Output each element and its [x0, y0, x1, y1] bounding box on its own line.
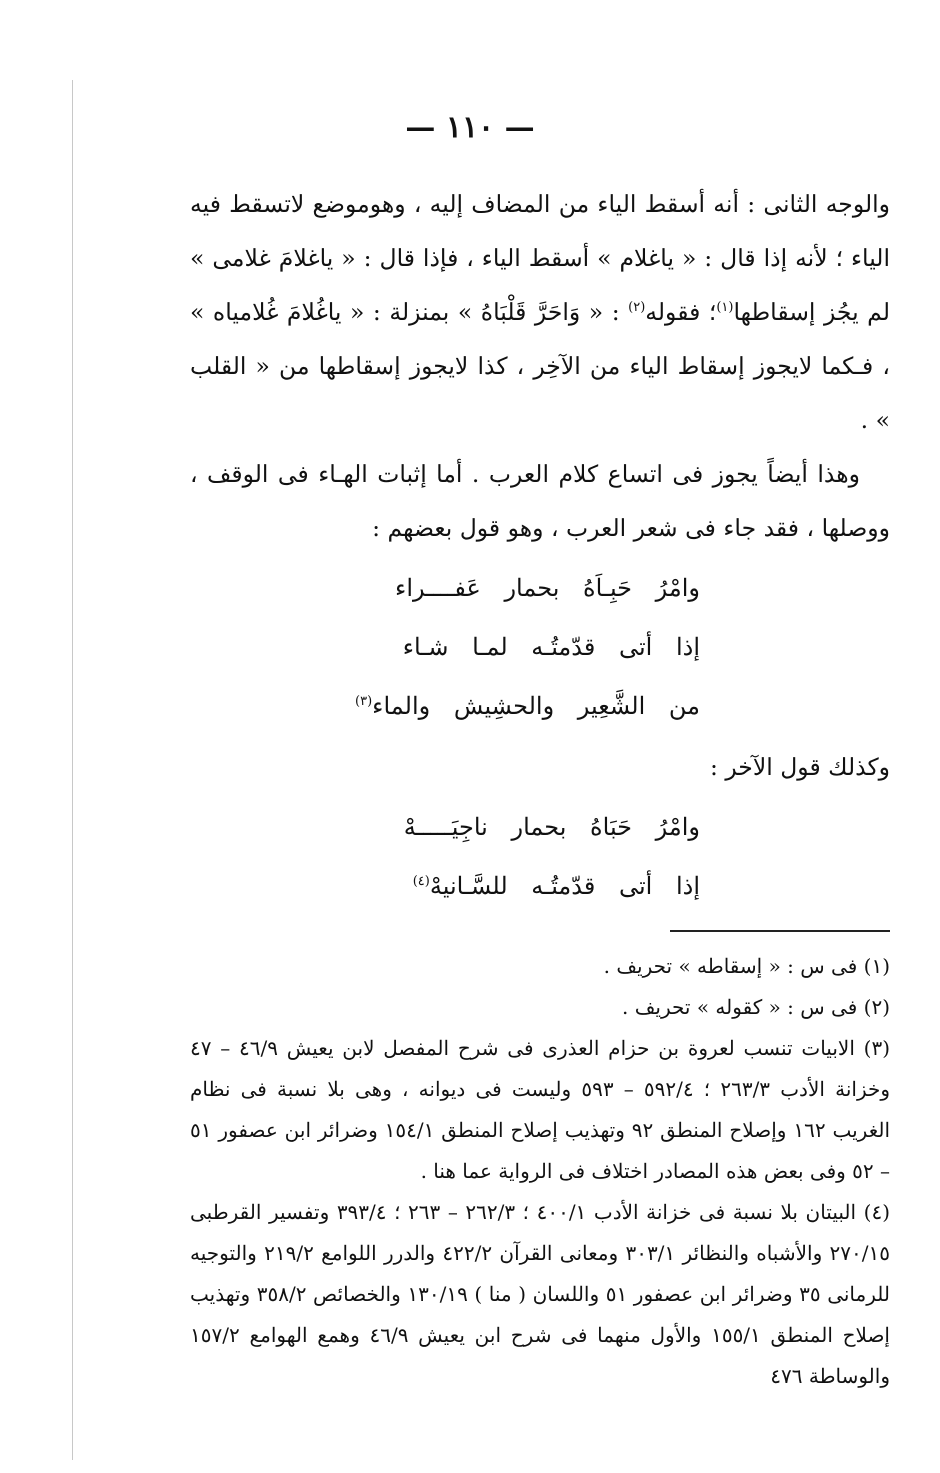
footnote-4: (٤) البيتان بلا نسبة فى خزانة الأدب ٤٠٠/١ ؛ ٢٦٢/٣ – ٢٦٣ ؛ ٣٩٣/٤ وتفسير القرطبى ٢٧٠/١٥ والأشباه والنظائر ٣٠٣/١ ومعانى القرآن ٤٢٢/٢ والدرر اللوامع ٢١٩/٢ والتوجيه للرمانى ٣٥ وضرائر ابن عصفور ٥١ واللسان ( منا ) ١٣٠/١٩ والخصائص ٣٥٨/٢ وتهذيب إصلاح المنطق ١٥٥/١ والأول منهما فى شرح ابن يعيش ٤٦/٩ وهمع الهوامع ١٥٧/٢ والوساطة ٤٧٦ [190, 1200, 890, 1388]
footnotes [190, 946, 890, 1397]
verse-line [190, 677, 700, 736]
note-ref-3: (٣) [355, 694, 373, 709]
verse-text: إذا أتى قدّمتُـه للسَّـانيهْ [429, 872, 700, 900]
book-page [190, 110, 890, 1440]
body-paragraph-2: وهذا أيضاً يجوز فى اتساع كلام العرب . أما إثبات الهـاء فى الوقف ، ووصلها ، فقد جاء فى شعر العرب ، وهو قول بعضهم : [190, 460, 890, 542]
footnote-1: (١) فى س : « إسقاطه » تحريف . [603, 954, 890, 978]
body-paragraph-1 [190, 177, 890, 447]
note-ref-4: (٤) [412, 874, 430, 889]
body-text-1a: والوجه الثانى : أنه أسقط الياء من المضاف إليه ، وهوموضع لاتسقط فيه الياء ؛ لأنه إذا قال : « ياغلام » أسقط الياء ، فإذا قال : « ياغلامَ غلامى » لم يجُز إسقاطها [190, 190, 890, 326]
verse-block-2 [190, 798, 890, 916]
verse-block-1 [190, 559, 890, 736]
verse-text: من الشَّعِير والحشِيش والماء [372, 692, 700, 720]
verse-line: إذا أتى قدّمتُـه لمـا شـاء [402, 633, 700, 661]
body-text-1b: ؛ فقوله [645, 298, 717, 326]
verse-line [190, 857, 700, 916]
page-number: — ١١٠ — [405, 110, 535, 145]
footnote-3: (٣) الابيات تنسب لعروة بن حزام العذرى فى شرح المفصل لابن يعيش ٤٦/٩ – ٤٧ وخزانة الأدب ٢٦٣/٣ ؛ ٥٩٢/٤ – ٥٩٣ وليست فى ديوانه ، وهى بلا نسبة فى نظام الغريب ١٦٢ وإصلاح المنطق ٩٢ وتهذيب إصلاح المنطق ١٥٤/١ وضرائر ابن عصفور ٥١ – ٥٢ وفى بعض هذه المصادر اختلاف فى الرواية عما هنا . [190, 1036, 891, 1183]
body-text-1c: : « وَاحَرَّ قَلْبَاهُ » بمنزلة : « ياغُلامَ غُلامياه » ، فـكما لايجوز إسقاط الياء من الآخِر ، كذا لايجوز إسقاطها من « القلب » . [190, 298, 890, 434]
footnote-2: (٢) فى س : « كقوله » تحريف . [621, 995, 890, 1019]
transition-line: وكذلك قول الآخر : [709, 753, 890, 781]
verse-line: وامْرُ حَبِـاَهُ بحمار عَفــــراء [395, 574, 700, 602]
note-ref-1: (١) [716, 300, 734, 316]
binding-edge-line [72, 80, 73, 1460]
footnote-divider [670, 930, 890, 932]
verse-line: وامْرُ حَبَاهُ بحمار ناجِيَـــــهْ [403, 813, 700, 841]
note-ref-2: (٢) [628, 300, 646, 316]
